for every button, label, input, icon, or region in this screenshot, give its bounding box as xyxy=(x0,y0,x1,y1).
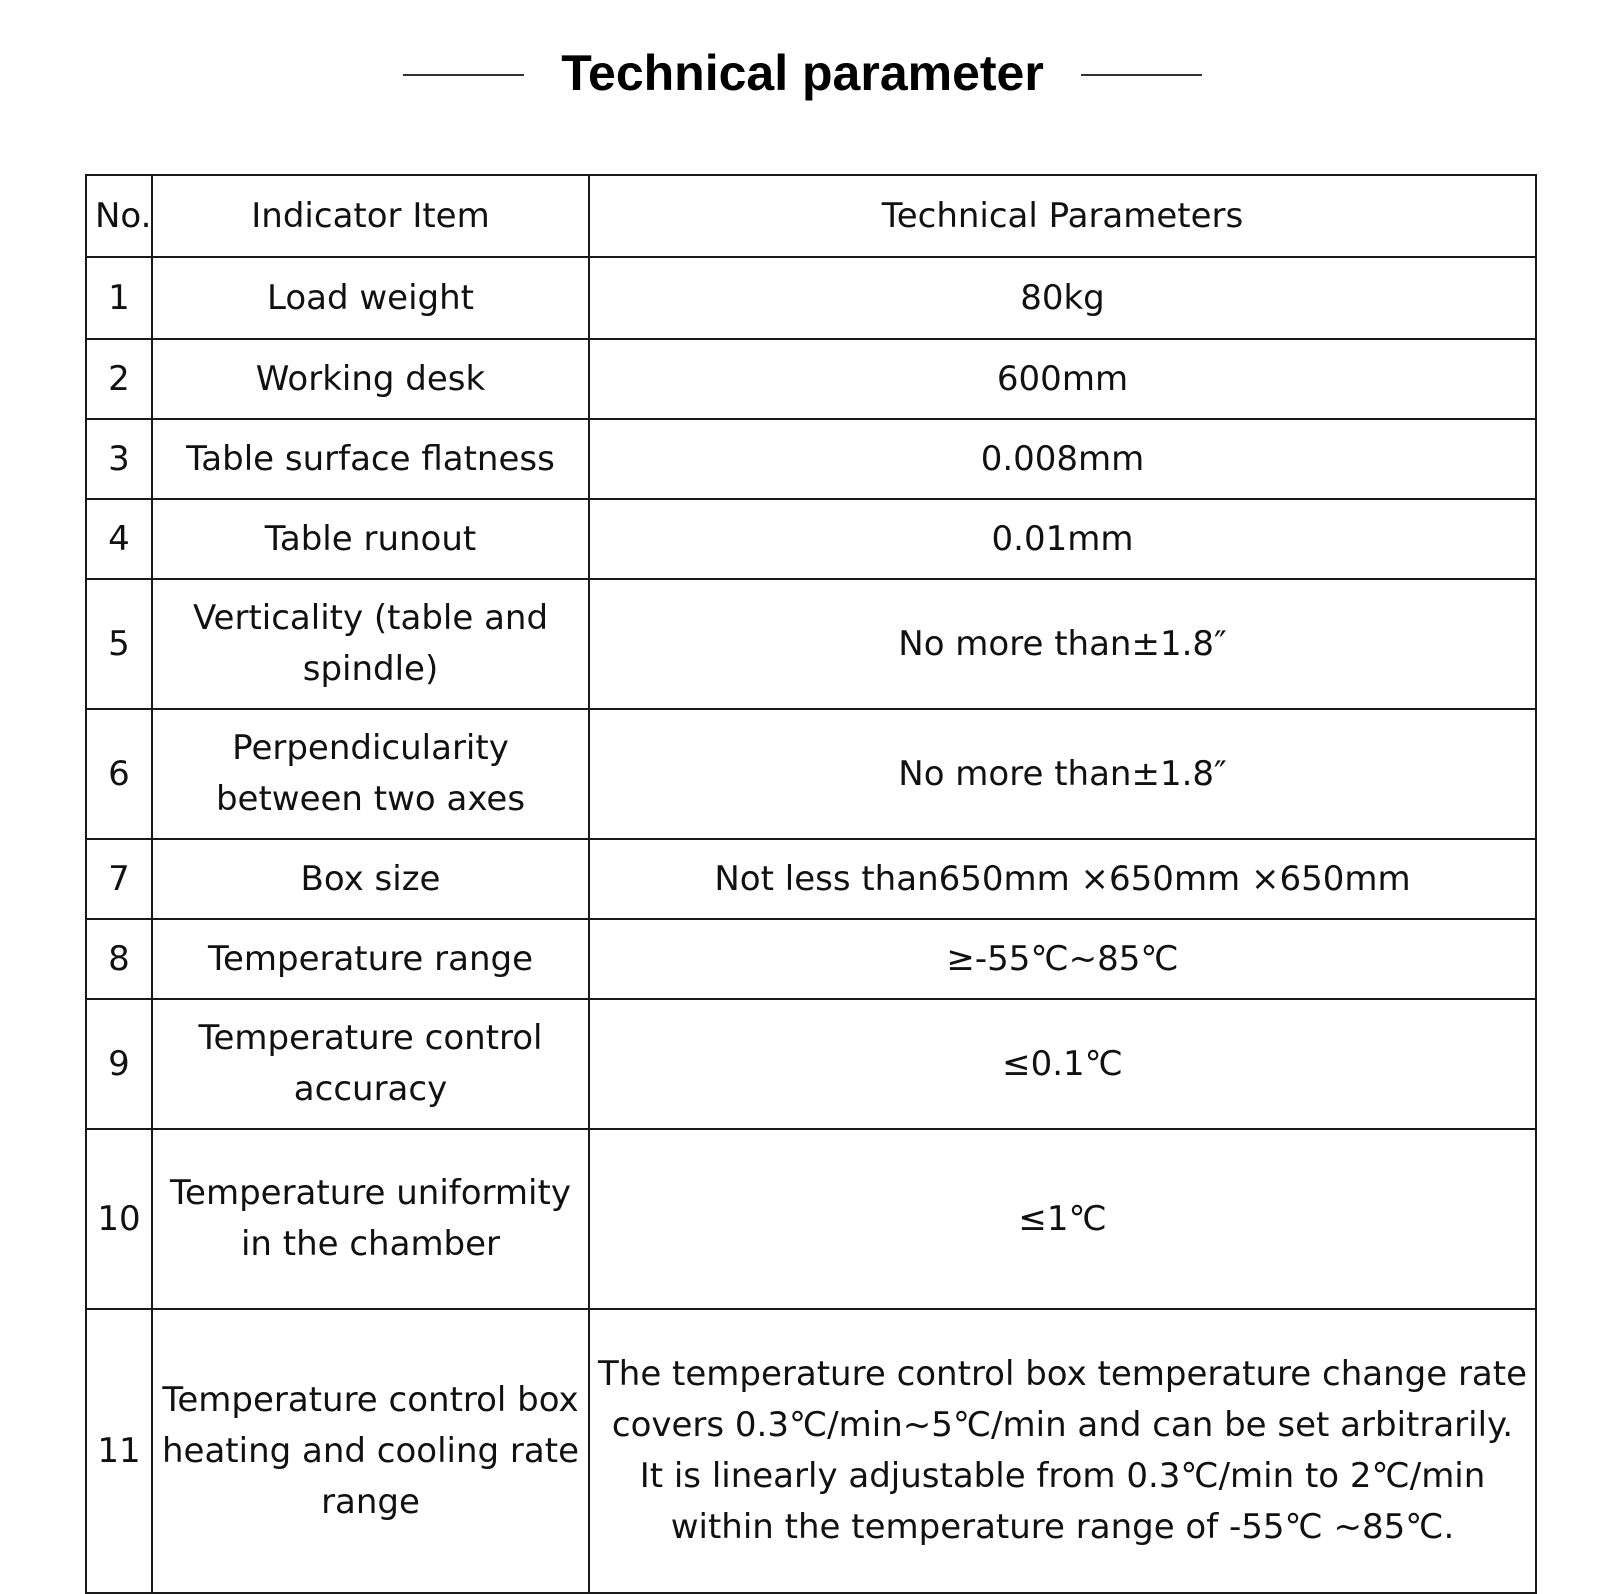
indicator-item: Temperature control box heating and cooling rate range xyxy=(152,1309,589,1593)
table-row xyxy=(86,999,1536,1129)
technical-parameter: 80kg xyxy=(589,257,1536,339)
technical-parameter-table xyxy=(85,174,1537,1594)
indicator-item: Table runout xyxy=(152,499,589,579)
table-row xyxy=(86,499,1536,579)
column-header-no: No. xyxy=(86,175,152,257)
technical-parameter: No more than±1.8″ xyxy=(589,709,1536,839)
indicator-item: Table surface flatness xyxy=(152,419,589,499)
indicator-item: Perpendicularity between two axes xyxy=(152,709,589,839)
technical-parameter: ≤1℃ xyxy=(589,1129,1536,1309)
row-number: 5 xyxy=(86,579,152,709)
table-row xyxy=(86,1309,1536,1593)
row-number: 1 xyxy=(86,257,152,339)
row-number: 7 xyxy=(86,839,152,919)
indicator-item: Temperature uniformity in the chamber xyxy=(152,1129,589,1309)
row-number: 2 xyxy=(86,339,152,419)
table-row xyxy=(86,579,1536,709)
technical-parameter: 0.01mm xyxy=(589,499,1536,579)
row-number: 4 xyxy=(86,499,152,579)
table-row xyxy=(86,709,1536,839)
indicator-item: Temperature range xyxy=(152,919,589,999)
row-number: 9 xyxy=(86,999,152,1129)
indicator-item: Box size xyxy=(152,839,589,919)
indicator-item: Temperature control accuracy xyxy=(152,999,589,1129)
table-row xyxy=(86,257,1536,339)
table-header-row xyxy=(86,175,1536,257)
table-row xyxy=(86,839,1536,919)
column-header-technical-parameters: Technical Parameters xyxy=(589,175,1536,257)
technical-parameter: 600mm xyxy=(589,339,1536,419)
row-number: 10 xyxy=(86,1129,152,1309)
technical-parameter: ≥-55℃~85℃ xyxy=(589,919,1536,999)
row-number: 11 xyxy=(86,1309,152,1593)
table-row xyxy=(86,919,1536,999)
table-row xyxy=(86,419,1536,499)
technical-parameter: No more than±1.8″ xyxy=(589,579,1536,709)
indicator-item: Verticality (table and spindle) xyxy=(152,579,589,709)
row-number: 6 xyxy=(86,709,152,839)
header-divider-left xyxy=(403,74,524,76)
page-header xyxy=(0,38,1600,108)
table-row xyxy=(86,339,1536,419)
row-number: 8 xyxy=(86,919,152,999)
technical-parameter: ≤0.1℃ xyxy=(589,999,1536,1129)
row-number: 3 xyxy=(86,419,152,499)
table-row xyxy=(86,1129,1536,1309)
indicator-item: Working desk xyxy=(152,339,589,419)
indicator-item: Load weight xyxy=(152,257,589,339)
header-divider-right xyxy=(1081,74,1202,76)
technical-parameter: The temperature control box temperature change rate covers 0.3℃/min~5℃/min and can be set arbitrarily. It is linearly adjustable from 0.3℃/min to 2℃/min within the temperature range of -55℃ ~85℃. xyxy=(589,1309,1536,1593)
technical-parameter: 0.008mm xyxy=(589,419,1536,499)
page-title: Technical parameter xyxy=(561,45,1044,101)
technical-parameter: Not less than650mm ×650mm ×650mm xyxy=(589,839,1536,919)
column-header-indicator-item: Indicator Item xyxy=(152,175,589,257)
